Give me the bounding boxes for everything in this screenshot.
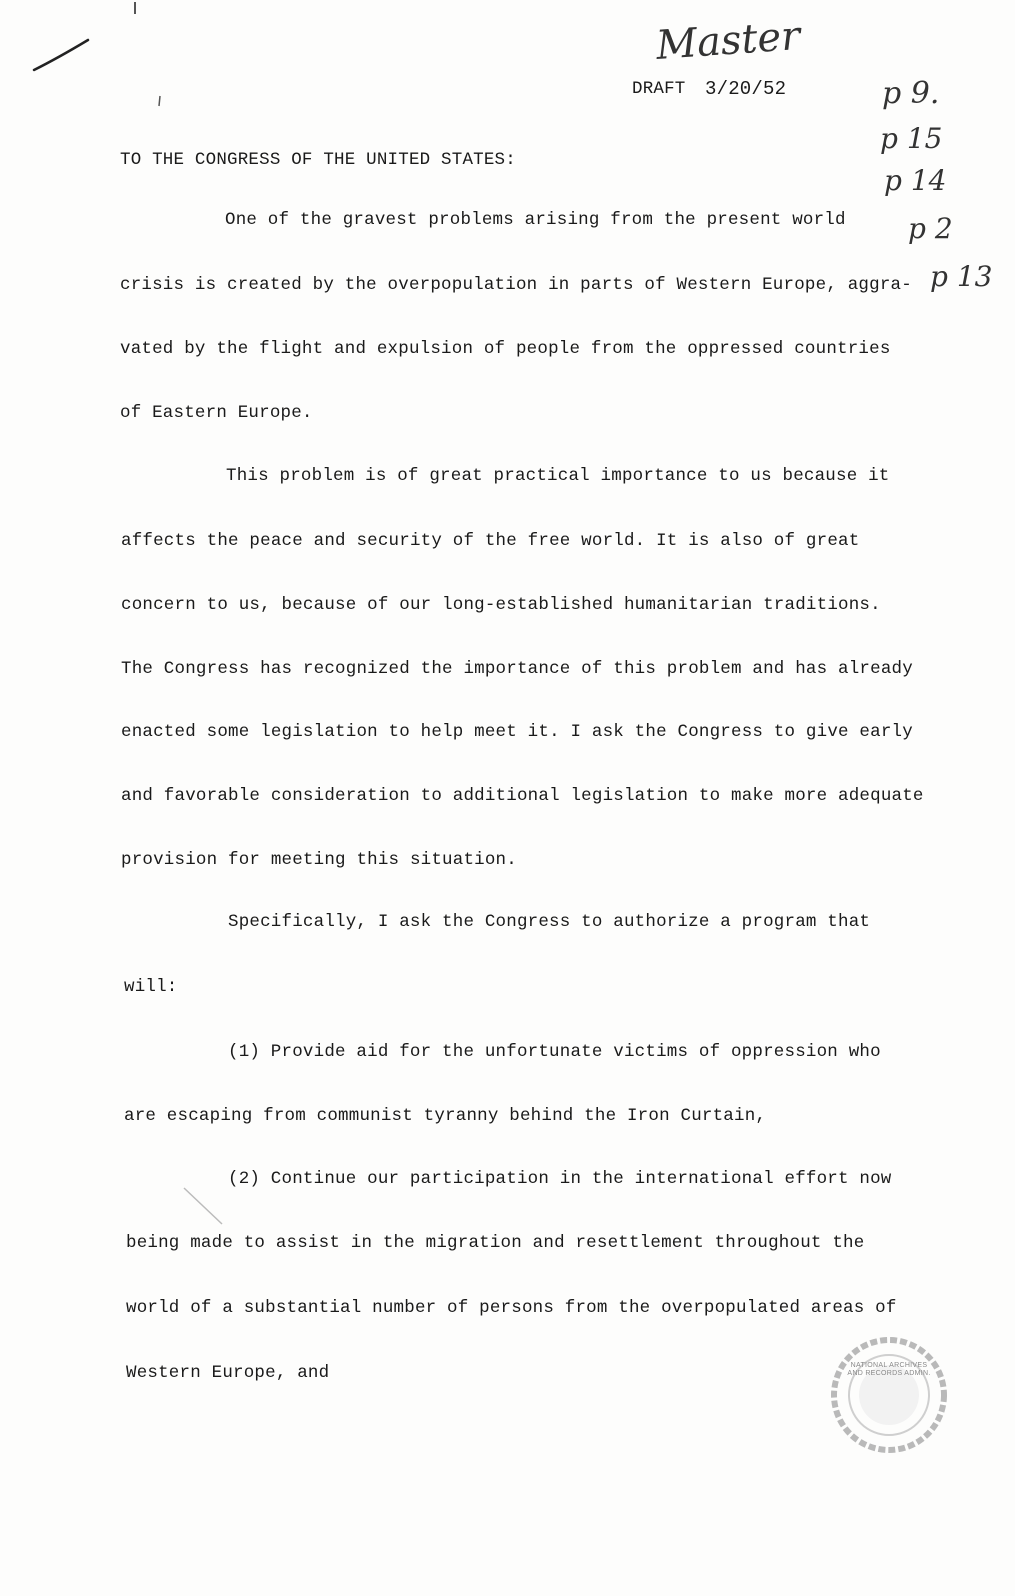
body-line: This problem is of great practical importance to us because it (226, 466, 890, 486)
faint-stroke-mark (180, 1182, 230, 1232)
body-line: provision for meeting this situation. (121, 850, 517, 870)
body-line: enacted some legislation to help meet it. I ask the Congress to give early (121, 722, 913, 742)
body-line: One of the gravest problems arising from the present world (225, 210, 846, 230)
draft-date: 3/20/52 (705, 78, 787, 100)
body-line: (1) Provide aid for the unfortunate victims of oppression who (228, 1042, 881, 1062)
margin-note: p 13 (930, 260, 993, 293)
pen-stroke-mark (28, 30, 98, 80)
body-line: world of a substantial number of persons from the overpopulated areas of (126, 1298, 897, 1318)
body-line: being made to assist in the migration and resettlement throughout the (126, 1233, 865, 1253)
top-tick-mark (125, 0, 145, 20)
body-line: Specifically, I ask the Congress to authorize a program that (228, 912, 871, 932)
margin-note: p 15 (880, 122, 943, 155)
salutation: TO THE CONGRESS OF THE UNITED STATES: (120, 150, 516, 170)
margin-note: p 9. (882, 76, 940, 111)
stamp-text: NATIONAL ARCHIVES AND RECORDS ADMIN. (847, 1362, 931, 1377)
margin-note: p 14 (884, 164, 947, 197)
body-line: and favorable consideration to additional legislation to make more adequate (121, 786, 924, 806)
body-line: concern to us, because of our long-established humanitarian traditions. (121, 595, 881, 615)
handwritten-master-note: Master (654, 13, 802, 69)
small-tick-mark (150, 92, 170, 112)
body-line: The Congress has recognized the importance of this problem and has already (121, 659, 913, 679)
body-line: affects the peace and security of the free world. It is also of great (121, 531, 860, 551)
body-line: Western Europe, and (126, 1363, 330, 1383)
draft-label: DRAFT (632, 79, 686, 99)
body-line: (2) Continue our participation in the international effort now (228, 1169, 892, 1189)
archive-seal-stamp (830, 1336, 948, 1454)
margin-note: p 2 (908, 212, 953, 245)
body-line: will: (124, 977, 178, 997)
body-line: crisis is created by the overpopulation in parts of Western Europe, aggra- (120, 275, 912, 295)
body-line: vated by the flight and expulsion of people from the oppressed countries (120, 339, 891, 359)
body-line: are escaping from communist tyranny behind the Iron Curtain, (124, 1106, 767, 1126)
body-line: of Eastern Europe. (120, 403, 313, 423)
